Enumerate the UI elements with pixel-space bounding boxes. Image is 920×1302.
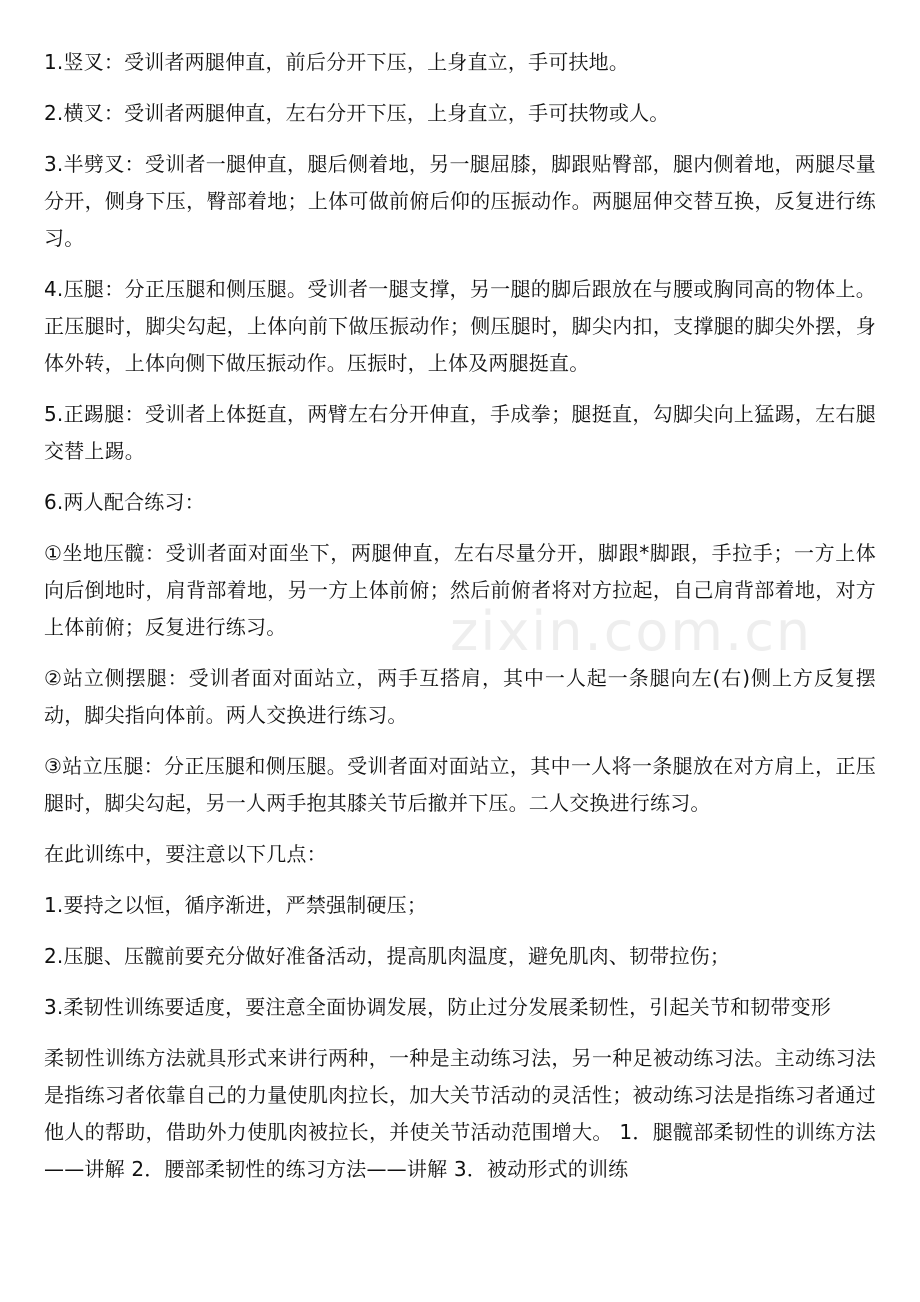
paragraph-split-side: 2.横叉：受训者两腿伸直，左右分开下压，上身直立，手可扶物或人。	[44, 101, 670, 125]
paragraph-training-methods: 柔韧性训练方法就具形式来讲行两种，一种是主动练习法，另一种足被动练习法。主动练习法是指练习者依靠自己的力量使肌肉拉长，加大关节活动的灵活性；被动练习法是指练习者通过他人的帮助，借助外力使肌肉被拉长，并使关节活动范围增大。 1．腿髋部柔韧性的训练方法——讲解 2．腰部柔韧性的练习方法——讲解 3．被动形式的训练	[44, 1046, 876, 1181]
paragraph-notes-heading: 在此训练中，要注意以下几点：	[44, 842, 327, 866]
watermark: zixin.com.cn	[450, 600, 813, 663]
paragraph-leg-press: 4.压腿：分正压腿和侧压腿。受训者一腿支撑，另一腿的脚后跟放在与腰或胸同高的物体上。正压腿时，脚尖勾起，上体向前下做压振动作；侧压腿时，脚尖内扣，支撑腿的脚尖外摆，身体外转，上体向侧下做压振动作。压振时，上体及两腿挺直。	[44, 277, 876, 375]
paragraph-pair-practice: 6.两人配合练习：	[44, 490, 205, 514]
paragraph-front-kick: 5.正踢腿：受训者上体挺直，两臂左右分开伸直，手成拳；腿挺直，勾脚尖向上猛踢，左右腿交替上踢。	[44, 402, 876, 463]
document-body	[44, 44, 876, 1202]
paragraph-seated-hip-press: ①坐地压髋：受训者面对面坐下，两腿伸直，左右尽量分开，脚跟*脚跟，手拉手；一方上体向后倒地时，肩背部着地，另一方上体前俯；然后前俯者将对方拉起，自己肩背部着地，对方上体前俯；反复进行练习。	[44, 541, 876, 639]
paragraph-standing-leg-press: ③站立压腿：分正压腿和侧压腿。受训者面对面站立，其中一人将一条腿放在对方肩上，正压腿时，脚尖勾起，另一人两手抱其膝关节后撤并下压。二人交换进行练习。	[44, 754, 876, 815]
paragraph-standing-side-swing: ②站立侧摆腿：受训者面对面站立，两手互搭肩，其中一人起一条腿向左(右)侧上方反复摆动，脚尖指向体前。两人交换进行练习。	[44, 666, 876, 727]
paragraph-note-3: 3.柔韧性训练要适度，要注意全面协调发展，防止过分发展柔韧性，引起关节和韧带变形	[44, 995, 832, 1019]
paragraph-split-front: 1.竖叉：受训者两腿伸直，前后分开下压，上身直立，手可扶地。	[44, 50, 630, 74]
paragraph-note-1: 1.要持之以恒，循序渐进，严禁强制硬压；	[44, 893, 428, 917]
paragraph-half-split: 3.半劈叉：受训者一腿伸直，腿后侧着地，另一腿屈膝，脚跟贴臀部，腿内侧着地，两腿尽量分开，侧身下压，臀部着地；上体可做前俯后仰的压振动作。两腿屈伸交替互换，反复进行练习。	[44, 152, 876, 250]
paragraph-note-2: 2.压腿、压髋前要充分做好准备活动，提高肌肉温度，避免肌肉、韧带拉伤；	[44, 944, 731, 968]
